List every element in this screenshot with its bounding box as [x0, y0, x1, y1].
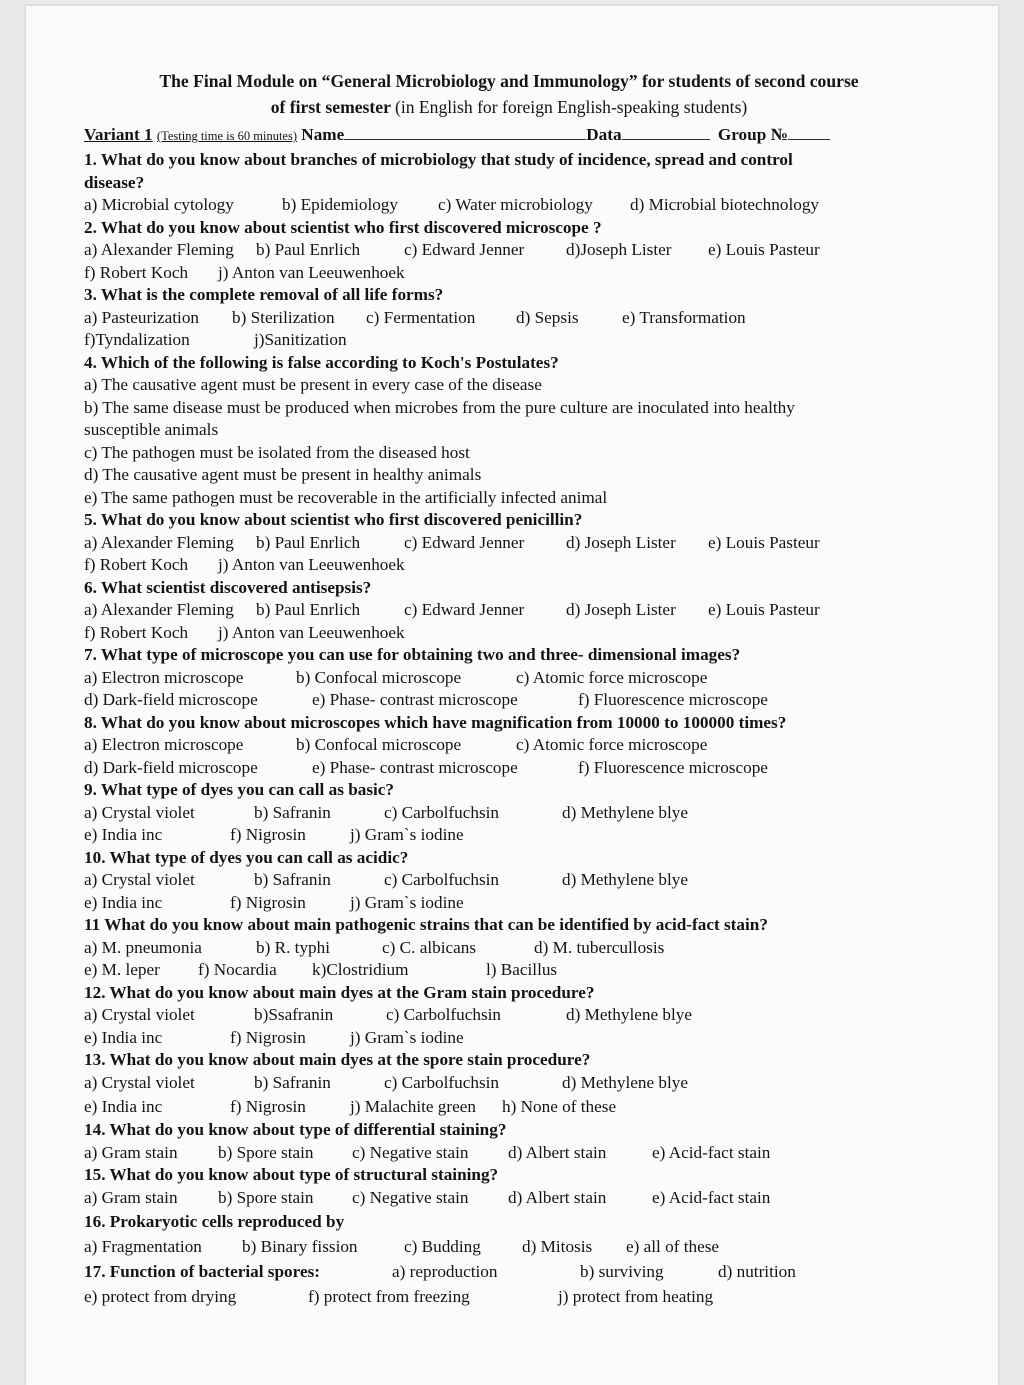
question-10: 10. What type of dyes you can call as acidic?: [84, 847, 409, 867]
option: c) Carbolfuchsin: [384, 802, 500, 822]
data-label: Data: [586, 125, 622, 144]
option: f) Nigrosin: [230, 1097, 306, 1116]
options-row: [84, 554, 934, 577]
option: a) Fragmentation: [84, 1237, 202, 1256]
option: f) protect from freezing: [308, 1287, 470, 1306]
option: d) Dark-field microscope: [84, 757, 258, 777]
option: b) Safranin: [254, 870, 331, 889]
option: c) Negative stain: [352, 1142, 469, 1162]
option: b) Spore stain: [218, 1187, 314, 1207]
option: e) The same pathogen must be recoverable in the artificially infected animal: [84, 487, 608, 507]
option: f) Robert Koch: [84, 555, 189, 574]
question-5: 5. What do you know about scientist who first discovered penicillin?: [84, 510, 583, 529]
option: d) Methylene blye: [562, 870, 689, 889]
group-blank: [788, 125, 830, 140]
testing-time: (Testing time is 60 minutes): [156, 129, 297, 143]
options-row: [84, 1142, 934, 1165]
option: l) Bacillus: [486, 960, 558, 979]
option: d) Dark-field microscope: [84, 690, 258, 709]
option: f) Nigrosin: [230, 825, 306, 844]
option: e) India inc: [84, 1097, 163, 1116]
option: d) Joseph Lister: [566, 532, 676, 552]
document-page: [26, 6, 998, 1385]
option: a) Microbial cytology: [84, 195, 234, 214]
title-line-1: The Final Module on “General Microbiology and Immunology” for students of second course: [159, 71, 859, 91]
options-row: [84, 734, 934, 757]
options-row: [84, 1094, 934, 1119]
option: a) Crystal violet: [84, 1005, 195, 1024]
options-row: [84, 1027, 934, 1050]
option: d) Albert stain: [508, 1142, 607, 1162]
option: c) Edward Jenner: [404, 532, 525, 552]
option: e) Phase- contrast microscope: [312, 690, 518, 709]
option: f) Fluorescence microscope: [578, 757, 768, 777]
options-row: [84, 937, 934, 960]
option: b)Ssafranin: [254, 1005, 334, 1024]
question-13: 13. What do you know about main dyes at the spore stain procedure?: [84, 1050, 591, 1069]
question-4: 4. Which of the following is false according to Koch's Postulates?: [84, 352, 559, 372]
options-row: [84, 1234, 934, 1259]
options-row: [84, 194, 934, 217]
question-7: 7. What type of microscope you can use for obtaining two and three- dimensional images?: [84, 645, 741, 664]
option: c) Atomic force microscope: [516, 667, 708, 687]
option: a) Crystal violet: [84, 1072, 195, 1092]
question-8: 8. What do you know about microscopes which have magnification from 10000 to 100000 times?: [84, 712, 787, 732]
question-16: 16. Prokaryotic cells reproduced by: [84, 1212, 345, 1231]
option: e) Louis Pasteur: [708, 532, 820, 552]
option: a) The causative agent must be present in every case of the disease: [84, 375, 542, 394]
option: a) M. pneumonia: [84, 937, 202, 957]
question-11: 11 What do you know about main pathogenic strains that can be identified by acid-fact stain?: [84, 915, 768, 934]
option: j)Sanitization: [254, 330, 347, 349]
option: f) Nigrosin: [230, 1027, 306, 1047]
option: j) Gram`s iodine: [350, 1027, 464, 1047]
question-text: 1. What do you know about branches of microbiology that study of incidence, spread and control: [84, 150, 793, 169]
option: e) India inc: [84, 892, 163, 912]
option: d) Microbial biotechnology: [630, 195, 820, 214]
option: e) M. leper: [84, 960, 160, 979]
option: b) Safranin: [254, 802, 331, 822]
option: j) Anton van Leeuwenhoek: [218, 262, 405, 282]
option: a) Alexander Fleming: [84, 532, 234, 552]
option: f)Tyndalization: [84, 330, 190, 349]
option: d) Joseph Lister: [566, 600, 676, 619]
question-2: 2. What do you know about scientist who first discovered microscope ?: [84, 217, 602, 237]
options-row: [84, 1187, 934, 1210]
option: a) reproduction: [392, 1262, 498, 1281]
group-label: Group №: [717, 125, 788, 144]
option: d) Methylene blye: [562, 802, 689, 822]
data-blank: [622, 125, 710, 140]
options-row: [84, 892, 934, 915]
option-cont: susceptible animals: [84, 420, 219, 439]
question-9: 9. What type of dyes you can call as basic?: [84, 780, 395, 799]
option: b) Sterilization: [232, 307, 335, 327]
options-row: [84, 239, 934, 262]
option: f) Robert Koch: [84, 622, 189, 642]
option: a) Pasteurization: [84, 307, 200, 327]
option: b) The same disease must be produced when microbes from the pure culture are inoculated into healthy: [84, 397, 795, 417]
option: a) Electron microscope: [84, 667, 244, 687]
options-row: [84, 959, 934, 982]
option: d) Sepsis: [516, 307, 579, 327]
title-line-2: [84, 94, 934, 120]
option: c) Edward Jenner: [404, 240, 525, 259]
option: d) Methylene blye: [562, 1072, 689, 1092]
question-17: 17. Function of bacterial spores:: [84, 1262, 320, 1281]
option: b) Paul Enrlich: [256, 240, 361, 259]
option: c) Edward Jenner: [404, 600, 525, 619]
question-17-row: [84, 1259, 934, 1284]
options-row: [84, 532, 934, 555]
option: c) Negative stain: [352, 1187, 469, 1207]
option: b) Safranin: [254, 1072, 331, 1092]
option: a) Alexander Fleming: [84, 600, 234, 619]
option: c) Fermentation: [366, 307, 476, 327]
option: e) Louis Pasteur: [708, 240, 820, 259]
option: j) protect from heating: [558, 1287, 714, 1306]
option: a) Gram stain: [84, 1187, 178, 1207]
option: k)Clostridium: [312, 960, 409, 979]
option: c) Carbolfuchsin: [386, 1005, 502, 1024]
option: e) Acid-fact stain: [652, 1142, 771, 1162]
question-text-cont: disease?: [84, 172, 145, 192]
document-content: [84, 68, 934, 1309]
option: c) The pathogen must be isolated from the diseased host: [84, 442, 470, 462]
option: c) Budding: [404, 1237, 481, 1256]
options-row: [84, 1072, 934, 1095]
option: b) Paul Enrlich: [256, 600, 361, 619]
options-row: [84, 329, 934, 352]
option: e) India inc: [84, 1027, 163, 1047]
option: c) C. albicans: [382, 937, 477, 957]
options-row: [84, 667, 934, 690]
option: e) Acid-fact stain: [652, 1187, 771, 1207]
options-row: [84, 802, 934, 825]
option: b) Confocal microscope: [296, 667, 462, 687]
option: d) M. tubercullosis: [534, 937, 665, 957]
option: j) Anton van Leeuwenhoek: [218, 555, 405, 574]
option: b) Paul Enrlich: [256, 532, 361, 552]
options-row: [84, 1284, 934, 1309]
option: a) Crystal violet: [84, 870, 195, 889]
option: h) None of these: [502, 1097, 617, 1116]
question-3: 3. What is the complete removal of all life forms?: [84, 285, 444, 304]
options-row: [84, 824, 934, 847]
option: f) Robert Koch: [84, 262, 189, 282]
question-1: [84, 149, 934, 194]
document-title: [84, 68, 934, 120]
option: c) Carbolfuchsin: [384, 870, 500, 889]
question-15: 15. What do you know about type of structural staining?: [84, 1165, 499, 1184]
option: a) Alexander Fleming: [84, 240, 234, 259]
option: e) all of these: [626, 1237, 720, 1256]
name-blank: [344, 125, 586, 140]
options-row: [84, 689, 934, 712]
question-12: 12. What do you know about main dyes at the Gram stain procedure?: [84, 982, 595, 1002]
question-14: 14. What do you know about type of differential staining?: [84, 1120, 507, 1139]
title-line-2-bold: of first semester: [270, 97, 391, 117]
option: f) Nigrosin: [230, 892, 306, 912]
option: a) Gram stain: [84, 1142, 178, 1162]
option: j) Gram`s iodine: [350, 892, 464, 912]
option: j) Malachite green: [350, 1097, 476, 1116]
variant-header: [84, 122, 934, 149]
options-row: [84, 869, 934, 892]
options-row: [84, 599, 934, 622]
name-label: Name: [301, 125, 345, 144]
option: b) Confocal microscope: [296, 735, 462, 754]
question-6: 6. What scientist discovered antisepsis?: [84, 577, 372, 597]
options-row: [84, 622, 934, 645]
option: d) The causative agent must be present in healthy animals: [84, 465, 482, 484]
option: d) nutrition: [718, 1262, 796, 1281]
option: b) R. typhi: [256, 937, 331, 957]
variant-label: Variant 1: [84, 125, 153, 144]
options-row: [84, 307, 934, 330]
option: d)Joseph Lister: [566, 240, 672, 259]
options-row: [84, 262, 934, 285]
option: e) protect from drying: [84, 1287, 237, 1306]
option: b) surviving: [580, 1262, 664, 1281]
option: j) Gram`s iodine: [350, 825, 464, 844]
title-line-2-normal: (in English for foreign English-speaking students): [394, 97, 748, 117]
option: b) Epidemiology: [282, 195, 398, 214]
option: f) Fluorescence microscope: [578, 690, 768, 709]
option: e) Phase- contrast microscope: [312, 757, 518, 777]
option: e) Louis Pasteur: [708, 600, 820, 619]
option: d) Albert stain: [508, 1187, 607, 1207]
option: b) Spore stain: [218, 1142, 314, 1162]
option: a) Crystal violet: [84, 802, 195, 822]
option: d) Methylene blye: [566, 1005, 693, 1024]
option: j) Anton van Leeuwenhoek: [218, 622, 405, 642]
option: a) Electron microscope: [84, 735, 244, 754]
option: f) Nocardia: [198, 960, 277, 979]
options-row: [84, 1004, 934, 1027]
option: e) Transformation: [622, 307, 746, 327]
option: c) Carbolfuchsin: [384, 1072, 500, 1092]
option: e) India inc: [84, 825, 163, 844]
option: c) Water microbiology: [438, 195, 593, 214]
option: c) Atomic force microscope: [516, 735, 708, 754]
option: b) Binary fission: [242, 1237, 358, 1256]
option: d) Mitosis: [522, 1237, 593, 1256]
options-row: [84, 757, 934, 780]
